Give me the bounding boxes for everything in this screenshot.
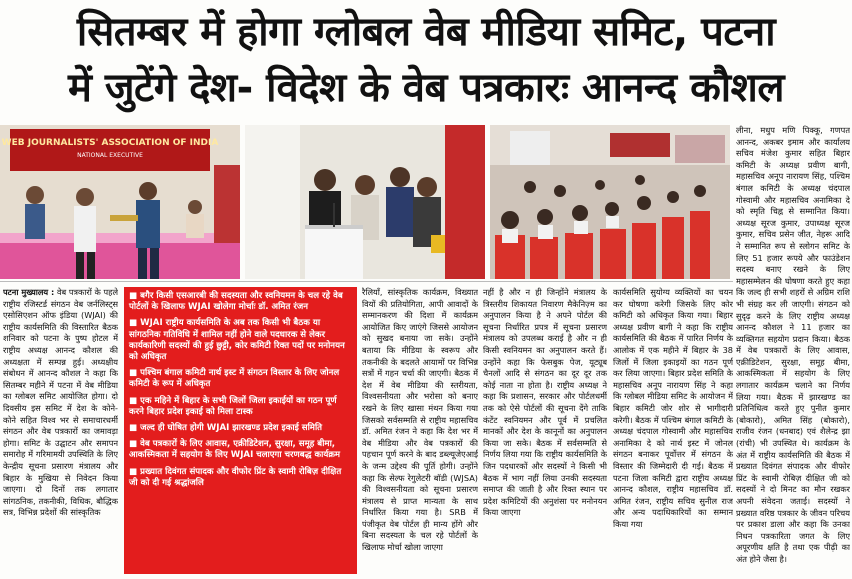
photo-banner-sub: NATIONAL EXECUTIVE <box>77 152 143 159</box>
highlight-item: ■ बगैर किसी एसआरबी की सदस्यता और स्वनियमन के चल रहे वेब पोर्टलों के खिलाफ WJAI खोलेगा मोर्चाः डॉ. अमित रंजन <box>129 291 343 313</box>
photo-felicitation <box>0 125 240 279</box>
article-column-4: नहीं है और न ही जिन्होंने मंत्रालय के त्रिस्तरीय शिकायत निवारण मैकेनिज़्म का अनुपालन किया है ने अपने पोर्टल की सूचना निर्धारित प्रपत्र में सूचना प्रसारण मंत्रालय को उपलब्ध कराई है और न ही किसी स्वनियमन का अनुपालन करते हैं। उन्होंने कहा कि फेसबुक पेज, यूट्यूब चैनलों आदि से संगठन का दूर दूर तक कोई नाता ना होता है। राष्ट्रीय अध्यक्ष ने कहा कि प्रशासन, सरकार और पोर्टलधर्मी तक को ऐसे पोर्टलों की सूचना देंगे ताकि कंटेंट स्वनियमन और पूर्व में प्रचलित मानकों और देश के कानूनों का अनुपालन किया जा सके। बैठक में सर्वसम्मति से निर्णय लिया गया कि राष्ट्रीय कार्यसमिति के जिन पदधारकों और सदस्यों ने किसी भी बैठक में भाग नहीं लिया उनकी सदस्यता समाप्त की जाती है और रिक्त स्थान पर प्रदेश कमिटियों की अनुशंसा पर मनोनयन किया जाएगा <box>483 287 607 518</box>
article-column-5: कार्यसमिति सुयोग्य व्यक्तियों का चयन कर घोषणा करेगी जिसके लिए कोर कमिटी को अधिकृत किया गया। बिहार अध्यक्ष प्रवीण बागी ने कहा कि राष्ट्रीय कार्यसमिति की बैठक में पारित निर्णय के आलोक में एक महीने में बिहार के 38 जिलों में जिला इकाइयों का गठन पूर्ण कर लिया जाएगा। बिहार प्रदेश समिति के महासचिव अनूप नारायण सिंह ने कहा कि ग्लोबल मीडिया समिट के आयोजन में बिहार कमिटी जोर शोर से भागीदारी करेगी। बैठक में पश्चिम बंगाल कमिटी के अध्यक्ष चंदपाल गोस्वामी और महासचिव अनामिका दे को नार्थ इस्ट में जोनल संगठन बनाकर पूर्वोत्तर में संगठन के विस्तार की जिम्मेदारी दी गई। बैठक में पटना जिला कमिटी द्वारा राष्ट्रीय अध्यक्ष आनन्द कौशल, राष्ट्रीय महासचिव डॉ. अमित रंजन, राष्ट्रीय सचिव सुनील राज और अन्य पदाधिकारियों का सम्मान किया गया <box>613 287 733 529</box>
highlight-text: बगैर किसी एसआरबी की सदस्यता और स्वनियमन के चल रहे वेब पोर्टलों के खिलाफ WJAI खोलेगा मोर्चाः डॉ. अमित रंजन <box>129 291 343 313</box>
headline-line-1: सितम्बर में होगा ग्लोबल वेब मीडिया समिट, पटना <box>76 9 776 55</box>
highlight-item: ■ पश्चिम बंगाल कमिटी नार्थ इस्ट में संगठन विस्तार के लिए जोनल कमिटी के रूप में अधिकृत <box>129 368 340 390</box>
highlight-text: जल्द ही घोषित होगी WJAI झारखण्ड प्रदेश इकाई समिति <box>140 423 323 434</box>
photo-felicitation-art <box>0 125 240 279</box>
highlight-text: WJAI राष्ट्रीय कार्यसमिति के अब तक किसी भी बैठक या सांगठनिक गतिविधि में शामिल नहीं होने वाले पदधारक से लेकर कार्यकारिणी सदस्यों की हुई छुट्टी, कोर कमिटी रिक्त पदों पर मनोनयन को अधिकृत <box>129 318 345 363</box>
highlight-item: ■ वेब पत्रकारों के लिए आवास, एक्रीडिटेशन, सुरक्षा, समूह बीमा, आकस्मिकता में सहयोग के लिए WJAI चलाएगा चरणबद्ध कार्यक्रम <box>129 439 341 461</box>
highlight-item: ■ WJAI राष्ट्रीय कार्यसमिति के अब तक किसी भी बैठक या सांगठनिक गतिविधि में शामिल नहीं होने वाले पदधारक से लेकर कार्यकारिणी सदस्यों की हुई छुट्टी, कोर कमिटी रिक्त पदों पर मनोनयन को अधिकृत <box>129 318 345 363</box>
highlight-item: ■ प्रख्यात दिवंगत संपादक और वीफोर प्रिंट के स्वामी रोबिज़ दीक्षित जी को दी गई श्रद्धांजलि <box>129 466 342 488</box>
photo-podium-art <box>245 125 485 279</box>
dateline: पटना मुख्यालय : <box>3 287 55 297</box>
article-column-6: लीना, मधुप मणि पिक्कू, गणपत आनन्द, अकबर इमाम और कार्यालय सचिव मंजेश कुमार सहित बिहार कमिटी के अध्यक्ष प्रवीण बागी, महासचिव अनूप नारायण सिंह, पश्चिम बंगाल कमिटी के अध्यक्ष चंदपाल गोस्वामी और महासचिव अनामिका दे को स्मृति चिह्न से सम्मानित किया। अध्यक्ष सूरज कुमार, उपाध्यक्ष सूरज कुमार, सचिव प्रसेन जीत, नेहरू आदि ने सम्मानित रूप से स्लोगन समिट के लिए 51 हजार रूपये और फाउंडेशन सदस्य बनाए रखने के लिए महासम्मेलन की घोषणा करते हुए कहा कि जल्द ही सभी शहरों से अग्रिम राशि भी संग्रह कर ली जाएगी। संगठन को सुदृढ़ करने के लिए राष्ट्रीय अध्यक्ष आनन्द कौशल ने 11 हजार का व्यक्तिगत सहयोग प्रदान किया। बैठक में वेब पत्रकारों के लिए आवास, एक्रीडिटेशन, सुरक्षा, समूह बीमा, आकस्मिकता में सहयोग के लिए लगातार कार्यक्रम चलाने का निर्णय लिया गया। बैठक में झारखण्ड का प्रतिनिधित्व करते हुए पुनीत कुमार (बोकारो), अमित सिंह (बोकारो), राजीव रंजन (धनबाद) एवं शैलेन्द्र झा (रांची) भी उपस्थित थे। कार्यक्रम के अंत में राष्ट्रीय कार्यसमिति की बैठक में प्रख्यात दिवंगत संपादक और वीफोर प्रिंट के स्वामी रोबिज़ दीक्षित जी को सदस्यों ने दो मिनट का मौन रखकर अपनी संवेदना जताई। सदस्यों ने प्रख्यात वरिष्ठ पत्रकार के जीवन परिचय पर प्रकाश डाला और कहा कि उनका निधन पत्रकारिता जगत के लिए अपूरणीय क्षति है तथा एक पीढ़ी का अंत होने जैसा है। <box>736 125 850 564</box>
headline <box>0 0 852 120</box>
article-column-3: रैलियाँ, सांस्कृतिक कार्यक्रम, विख्यात वियों की प्रतियोगिता, आपी आवादों के सम्मानकरण की दिशा में कार्यक्रम आयोजित किए जाएंगे जिससे आयोजन को सुखद बनाया जा सके। उन्होंने बताया कि मीडिया के स्वरूप और तकनीकी के बदलते आयामों पर विभिन्न सत्रों में गहन चर्चा की जाएगी। बैठक में देश में वेब मीडिया की स्तरीयता, विश्वसनीयता और भरोसा को बनाए रखने के लिए खासा मंथन किया गया जिसको सर्वसम्मति से राष्ट्रीय महासचिव डॉ. अमित रंजन ने कहा कि देश भर में वेब मीडिया और वेब पत्रकारों की पहचान पूर्ण करने के बाद डब्ल्यूजेएआई के जन्म उद्देश्य की पूर्ति होगी। उन्होंने कहा कि सेल्फ रेगुलेटरी बॉडी (WJSA) की विश्वसनीयता को सूचना प्रसारण मंत्रालय से प्राप्त मान्यता के साथ निर्धारित किया गया है। SRB में पंजीकृत वेब पोर्टल ही मान्य होंगे और बिना सदस्यता के चल रहे पोर्टलों के खिलाफ मोर्चा खोला जाएगा <box>362 287 478 553</box>
photo-audience <box>490 125 730 279</box>
highlight-item: ■ जल्द ही घोषित होगी WJAI झारखण्ड प्रदेश इकाई समिति <box>129 423 323 434</box>
highlight-text: वेब पत्रकारों के लिए आवास, एक्रीडिटेशन, सुरक्षा, समूह बीमा, आकस्मिकता में सहयोग के लिए WJAI चलाएगा चरणबद्ध कार्यक्रम <box>129 439 341 461</box>
highlight-text: पश्चिम बंगाल कमिटी नार्थ इस्ट में संगठन विस्तार के लिए जोनल कमिटी के रूप में अधिकृत <box>129 368 340 390</box>
photo-audience-art <box>490 125 730 279</box>
highlights-box <box>124 287 357 574</box>
photo-banner-text: WEB JOURNALISTS' ASSOCIATION OF INDIA <box>1 138 219 148</box>
highlight-text: एक महिने में बिहार के सभी जिलों जिला इकाईयों का गठन पूर्ण करने बिहार प्रदेश इकाई को मिला टास्क <box>129 395 337 417</box>
highlight-item: ■ एक महिने में बिहार के सभी जिलों जिला इकाईयों का गठन पूर्ण करने बिहार प्रदेश इकाई को मिला टास्क <box>129 395 337 417</box>
photo-podium <box>245 125 485 279</box>
article-column-1-text: वेब पत्रकारों के पहले राष्ट्रीय रजिस्टर्ड संगठन वेब जर्नलिस्ट्स एसोसिएशन ऑफ इंडिया (WJAI) की राष्ट्रीय कार्यसमिति की विस्तारित बैठक शनिवार को पटना के पुष्प होटल में राष्ट्रीय अध्यक्ष आनन्द कौशल की अध्यक्षता में सम्पन्न हुई। अध्यक्षीय संबोधन में आनन्द कौशल ने कहा कि सितम्बर महीने में पटना में वेब मीडिया का ग्लोबल समिट आयोजित होगा। दो दिवसीय इस समिट में देश के कोने-कोने सहित विश्व भर से समाचारधर्मी संगठन और वेब पत्रकारों का जमावड़ा होगा। समिट के उद्घाटन और समापन समारोह में गरिमामयी उपस्थिति के लिए केन्द्रीय सूचना प्रसारण मंत्रालय और बिहार के मुखिया से निवेदन किया जाएगा। दो दिनों तक लगातार सांगठनिक, तकनीकी, विधिक, बौद्धिक सत्र, विभिन्न प्रदेशों की सांस्कृतिक <box>3 287 118 518</box>
article-column-1 <box>3 287 118 575</box>
photo-divider <box>0 281 733 282</box>
headline-line-2: में जुटेंगे देश- विदेश के वेब पत्रकारः आनन्द कौशल <box>68 65 784 111</box>
highlight-text: प्रख्यात दिवंगत संपादक और वीफोर प्रिंट के स्वामी रोबिज़ दीक्षित जी को दी गई श्रद्धांजलि <box>129 466 342 488</box>
